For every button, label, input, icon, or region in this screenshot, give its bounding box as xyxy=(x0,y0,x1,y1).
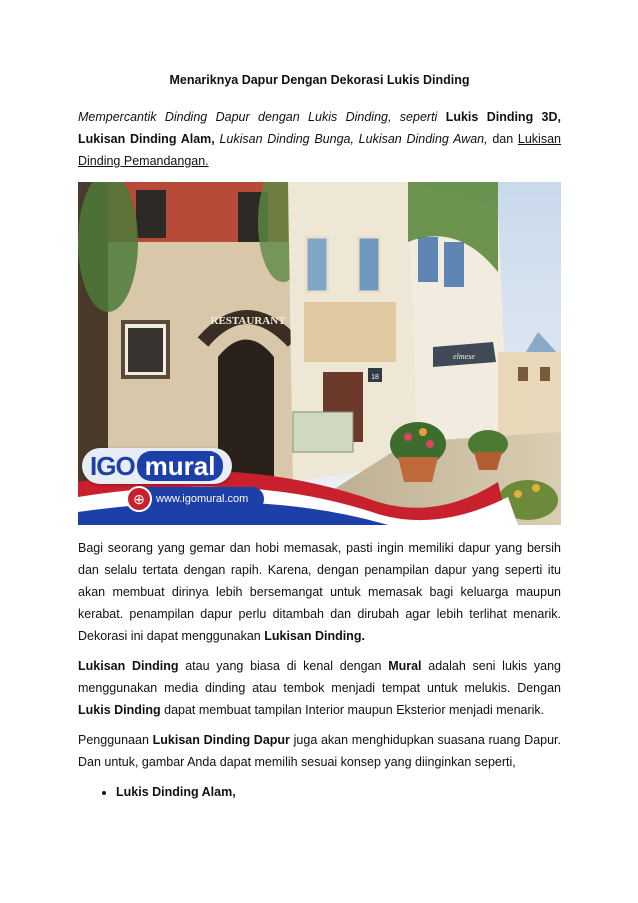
paragraph-2-text-1: atau yang biasa di kenal dengan xyxy=(178,659,389,673)
intro-text-3: dan xyxy=(487,132,518,146)
intro-paragraph xyxy=(78,106,561,172)
paragraph-2-bold-2: Mural xyxy=(388,659,422,673)
website-badge: www.igomural.com xyxy=(130,487,264,511)
house-number: 18 xyxy=(371,374,379,381)
logo-mural-text: mural xyxy=(137,451,224,481)
paragraph-3-text-2: juga akan menghidupkan suasana ruang Dapur. Dan untuk, gambar Anda dapat memilih sesuai konsep yang diinginkan seperti, xyxy=(78,733,561,769)
awning-sign: elmese xyxy=(453,352,475,361)
intro-text-1: Mempercantik Dinding Dapur dengan Lukis Dinding, seperti xyxy=(78,110,446,124)
restaurant-sign: RESTAURANT xyxy=(210,315,286,327)
globe-icon: ⊕ xyxy=(126,486,152,512)
igomural-logo xyxy=(82,448,232,484)
paragraph-2-text-2: adalah seni lukis yang menggunakan media dinding atau tembok menjadi tempat untuk melukis. Dengan xyxy=(78,659,561,695)
intro-text-2: Lukisan Dinding Bunga, Lukisan Dinding Awan, xyxy=(214,132,488,146)
paragraph-3-text-1: Penggunaan xyxy=(78,733,153,747)
bullet-list xyxy=(78,781,561,803)
logo-igo-text: IGO xyxy=(90,450,135,481)
paragraph-1 xyxy=(78,537,561,647)
paragraph-3-bold: Lukisan Dinding Dapur xyxy=(152,733,290,747)
paragraph-1-text: Bagi seorang yang gemar dan hobi memasak, pasti ingin memiliki dapur yang bersih dan selalu tertata dengan rapih. Karena, dengan penampilan dapur yang seperti itu akan membuat dirinya lebih bersemangat untuk memasak bagi keluarga maupun kerabat. penampilan dapur perlu ditambah dan dirubah agar lebih terlihat menarik. Dekorasi ini dapat menggunakan xyxy=(78,541,561,643)
paragraph-2-bold-1: Lukisan Dinding xyxy=(78,659,179,673)
paragraph-1-bold: Lukisan Dinding. xyxy=(264,629,365,643)
paragraph-2-text-3: dapat membuat tampilan Interior maupun Eksterior menjadi menarik. xyxy=(160,703,545,717)
paragraph-2 xyxy=(78,655,561,721)
list-item: • Lukis Dinding Alam, xyxy=(116,781,561,803)
paragraph-3 xyxy=(78,729,561,773)
document-page xyxy=(78,72,561,803)
intro-link[interactable]: Lukisan Dinding Pemandangan. xyxy=(78,132,561,168)
paragraph-2-bold-3: Lukis Dinding xyxy=(78,703,161,717)
document-title: Menariknya Dapur Dengan Dekorasi Lukis Dinding xyxy=(169,73,470,87)
mural-photo xyxy=(78,182,561,525)
intro-bold: Lukis Dinding 3D, Lukisan Dinding Alam, xyxy=(78,110,562,146)
